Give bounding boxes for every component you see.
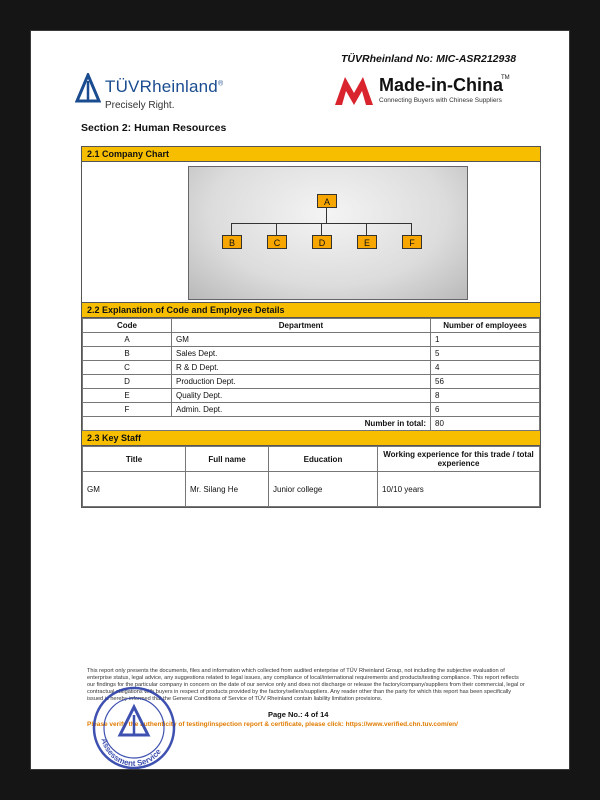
made-in-china-logo [333,73,513,113]
key-staff-header [83,447,540,472]
key-staff-table [82,446,540,507]
key-staff-heading: 2.3 Key Staff [82,431,540,446]
count-cell: 56 [431,375,540,389]
department-cell: GM [172,333,431,347]
org-box-f: F [402,235,422,249]
report-number: TÜVRheinland No: MIC-ASR212938 [341,53,517,65]
employee-table-header [83,319,540,333]
tuv-reg-mark: ® [217,80,224,88]
table-row [83,375,540,389]
assessment-service-seal-icon [89,683,179,769]
count-cell: 5 [431,347,540,361]
code-cell: A [83,333,172,347]
org-connector-e [366,223,367,235]
code-cell: B [83,347,172,361]
org-connector-b [231,223,232,235]
company-chart-section [81,146,541,508]
company-chart-heading: 2.1 Company Chart [82,147,540,162]
staff-name-cell: Mr. Silang He [186,472,269,507]
org-box-b: B [222,235,242,249]
org-connector-d [321,223,322,235]
footer-disclaimer: This report only presents the documents, files and information which collected from audited enterprise of TÜV Rheinland Group, not including the subjective evaluation of enterprise status, legal advice, any suggestions related to legal issues, any compliance of local/international requirements and products/testing compliance. This report reflects our findings for the particular company in concern on the date of our service only and does not discharge or release the factory/company/suppliers from their commercial, legal or contractual obligations with buyers in respect of products provided by the factory/sellers/suppliers. Any reader other than the party for which this report has been specifically issued is hereby informed that the General Conditions of Service of TÜV Rheinland contain liability limitation provisions. [87,668,525,702]
staff-education-cell: Junior college [269,472,378,507]
table-row [83,403,540,417]
col-education: Education [269,447,378,472]
count-cell: 4 [431,361,540,375]
table-row [83,347,540,361]
table-row [83,472,540,507]
code-cell: D [83,375,172,389]
tuv-name [105,77,223,97]
org-box-d: D [312,235,332,249]
employee-table [82,318,540,431]
department-cell: Admin. Dept. [172,403,431,417]
tuv-triangle-icon [75,73,101,103]
verify-link[interactable]: Please verify the authenticity of testing/inspection report & certificate, please click: https://www.verified.chn.tuv.com/en/ [87,721,458,728]
count-cell: 6 [431,403,540,417]
report-page [31,31,569,769]
count-cell: 8 [431,389,540,403]
department-cell: R & D Dept. [172,361,431,375]
org-connector-f [411,223,412,235]
total-row [83,417,540,431]
table-row [83,361,540,375]
tuv-tagline: Precisely Right. [105,100,175,111]
staff-title-cell: GM [83,472,186,507]
tuv-name-text: TÜVRheinland [105,77,218,96]
org-connector-stem [326,208,327,223]
mic-tagline: Connecting Buyers with Chinese Suppliers [379,97,502,104]
count-cell: 1 [431,333,540,347]
col-experience: Working experience for this trade / total experience [378,447,540,472]
department-cell: Production Dept. [172,375,431,389]
col-department: Department [172,319,431,333]
org-box-root: A [317,194,337,208]
employee-details-heading: 2.2 Explanation of Code and Employee Details [82,302,540,318]
col-code: Code [83,319,172,333]
col-title: Title [83,447,186,472]
total-label: Number in total: [83,417,431,431]
code-cell: F [83,403,172,417]
code-cell: E [83,389,172,403]
mic-trademark: TM [501,75,510,81]
seal-text: Assessment Service [99,737,163,769]
mic-m-icon [333,73,375,107]
department-cell: Sales Dept. [172,347,431,361]
col-full-name: Full name [186,447,269,472]
total-value: 80 [431,417,540,431]
department-cell: Quality Dept. [172,389,431,403]
col-employees: Number of employees [431,319,540,333]
org-chart-area [82,162,540,302]
mic-name: Made-in-China [379,75,503,95]
org-box-e: E [357,235,377,249]
org-box-c: C [267,235,287,249]
org-chart-panel [188,166,468,300]
tuv-rheinland-logo [75,73,235,117]
table-row [83,333,540,347]
page-number: Page No.: 4 of 14 [268,710,329,719]
section-title: Section 2: Human Resources [81,122,227,134]
org-connector-c [276,223,277,235]
staff-experience-cell: 10/10 years [378,472,540,507]
code-cell: C [83,361,172,375]
table-row [83,389,540,403]
